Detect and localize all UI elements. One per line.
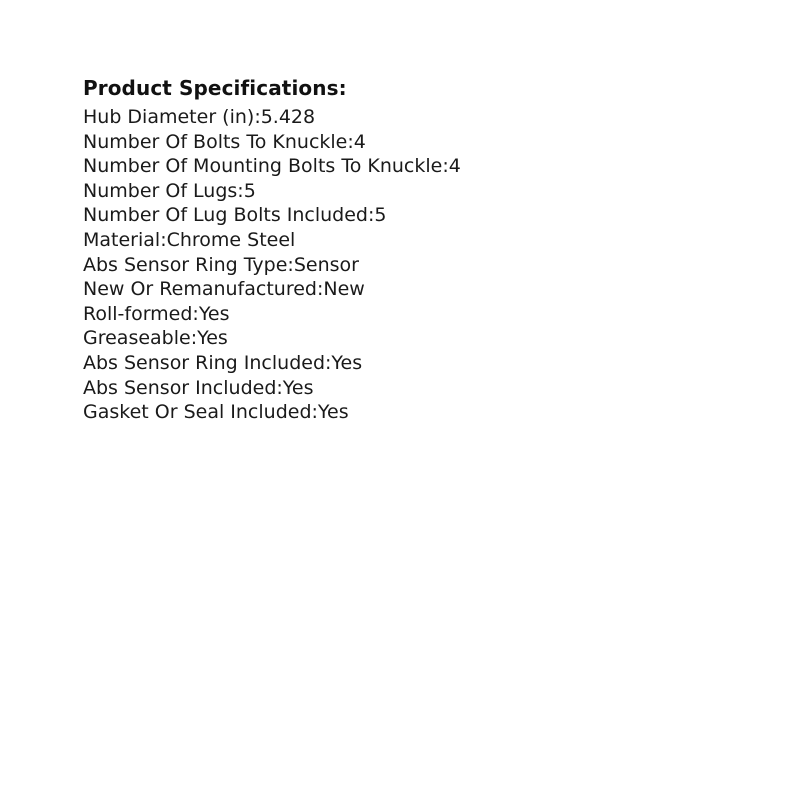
list-item	[83, 179, 743, 204]
list-item	[83, 154, 743, 179]
product-specifications-block	[83, 76, 743, 425]
spec-label: Greaseable:	[83, 327, 198, 350]
spec-label: Number Of Lug Bolts Included:	[83, 204, 375, 227]
specifications-list	[83, 105, 743, 425]
spec-value: New	[323, 278, 365, 301]
spec-label: Number Of Bolts To Knuckle:	[83, 130, 354, 153]
spec-label: New Or Remanufactured:	[83, 278, 324, 301]
spec-label: Abs Sensor Ring Type:	[83, 253, 294, 276]
spec-value: Yes	[282, 376, 314, 399]
list-item	[83, 302, 743, 327]
list-item	[83, 203, 743, 228]
list-item	[83, 277, 743, 302]
spec-label: Gasket Or Seal Included:	[83, 401, 318, 424]
spec-label: Material:	[83, 228, 167, 251]
spec-value: 5	[374, 204, 387, 227]
list-item	[83, 105, 743, 130]
list-item	[83, 376, 743, 401]
spec-label: Roll-formed:	[83, 302, 199, 325]
spec-value: Yes	[197, 327, 228, 350]
spec-value: Yes	[331, 351, 363, 374]
spec-label: Number Of Mounting Bolts To Knuckle:	[83, 155, 449, 178]
list-item	[83, 228, 743, 253]
spec-label: Abs Sensor Included:	[83, 376, 283, 399]
spec-value: Chrome Steel	[166, 228, 296, 251]
spec-value: 5.428	[260, 106, 316, 128]
spec-value: Yes	[198, 302, 230, 325]
list-item	[83, 326, 743, 351]
list-item	[83, 253, 743, 278]
spec-value: Yes	[317, 401, 349, 424]
list-item	[83, 351, 743, 376]
page-title: Product Specifications:	[83, 76, 347, 100]
spec-label: Abs Sensor Ring Included:	[83, 351, 332, 374]
spec-label: Hub Diameter (in):	[83, 106, 261, 128]
spec-value: 5	[243, 179, 256, 202]
list-item	[83, 400, 743, 425]
spec-value: 4	[353, 130, 366, 153]
list-item	[83, 130, 743, 155]
spec-label: Number Of Lugs:	[83, 179, 244, 202]
spec-value: 4	[448, 155, 461, 178]
spec-value: Sensor	[293, 253, 359, 276]
